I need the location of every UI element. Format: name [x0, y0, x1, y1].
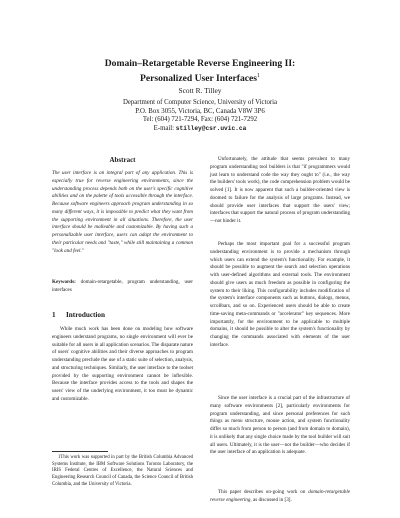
title-footnote-mark: 1: [257, 73, 261, 79]
right-paragraph-2: Perhaps the most important goal for a successful program understanding environment is to provide a mechanism through which users can extend the system's functionality. For example, it should be possible to augment the search and selection operations with user-defined algorithms and external tools. The environment should give users as much freedom as possible in configuring the system to their liking. This configurability includes modification of the system's interface components such as buttons, dialogs, menus, scrollbars, and so on. Experienced users should be able to create time-saving meta-commands or "accelerator" key sequences. More importantly, for the environment to be applicable to multiple domains, it should be possible to alter the system's functionality by changing the commands associated with elements of the user interface.: [210, 241, 350, 348]
abstract-heading: Abstract: [109, 156, 136, 164]
footnote: 1This work was supported in part by the British Columbia Advanced Systems Institute, the IBM Software Solutions Toronto Laboratory, the IRIS Federal Centres of Excellence, the Natural Sciences and Engineering Research Council of Canada, the Science Council of British Columbia, and the University of Victoria.: [52, 455, 193, 487]
author-name: Scott R. Tilley: [178, 86, 222, 95]
title-line-2: Personalized User Interfaces: [139, 73, 258, 85]
introduction-paragraph: While much work has been done on modeling how software engineers understand programs, no single environment will ever be suitable for all users in all application scenarios. The disparate nature of users' cognitive abilities and their diverse approaches to program understanding preclude the use of a static suite of selection, analysis, and structuring techniques. Similarly, the user interface to the toolset provided by the supporting environment cannot be inflexible. Because the interface provides access to the tools and shapes the users' view of the underlying environment, it too must be dynamic and customizable.: [52, 326, 193, 402]
footnote-rule: [52, 451, 108, 452]
keywords-label: Keywords:: [52, 279, 76, 285]
right-paragraph-4: [210, 489, 350, 505]
p4-lead: This paper describes on-going work on: [218, 489, 306, 495]
keywords-text: domain-retargetable, program understanding, user interfaces: [52, 279, 194, 293]
email-label: E-mail:: [153, 124, 175, 132]
affiliation-address: P.O. Box 3055, Victoria, BC, Canada V8W 3P6: [135, 107, 265, 115]
right-paragraph-3: Since the user interface is a crucial part of the infrastructure of many software environments [2], particularly environments for program understanding, and since personal preferences for such things as menu structure, mouse action, and system functionality differ so much from person to person (and from domain to domain), it is unlikely that any single choice made by the tool builder will suit all users. Ultimately, it is the user—not the builder—who decides if the user interface of an application is adequate.: [210, 395, 350, 456]
email-address: stilley@csr.uvic.ca: [175, 124, 247, 132]
title-line-1: Domain–Retargetable Reverse Engineering II:: [104, 58, 296, 69]
affiliation-dept: Department of Computer Science, University of Victoria: [122, 99, 278, 106]
paper-title: [40, 58, 360, 85]
affiliation: [40, 99, 360, 133]
p4-emphasis: domain-retargetable reverse engineering: [210, 489, 350, 503]
affiliation-phone: Tel: (604) 721-7294, Fax: (604) 721-7292: [142, 116, 258, 124]
right-paragraph-1: Unfortunately, the attitude that seems prevalent to many program understanding tool builders is that "if programmers would just learn to understand code the way they ought to" (i.e., the way the builders' tools work), the code comprehension problem would be solved [1]. It is now apparent that such a builder-oriented view is doomed to failure for the analysis of large programs. Instead, we should provide user interfaces that support the users' view; interfaces that support the natural process of program understanding—not hinder it.: [210, 156, 350, 224]
section-title: Introduction: [66, 311, 106, 319]
section-number: 1: [52, 311, 56, 319]
abstract-text: The user interface is an integral part of any application. This is especially true for reverse engineering environments, since the understanding process depends both on the user's specific cognitive abilities and on the palette of tools accessible through the interface. Because software engineers approach program understanding in so many different ways, it is impossible to predict what they want from the supporting environment in all situations. Therefore, the user interface should be malleable and customizable. By having such a personalizable user interface, users can adapt the environment to their particular needs and "taste," while still maintaining a common "look and feel.": [52, 170, 193, 254]
p4-tail: , as discussed in [3].: [250, 496, 292, 503]
section-heading-introduction: [52, 311, 193, 319]
keywords: [52, 279, 193, 295]
